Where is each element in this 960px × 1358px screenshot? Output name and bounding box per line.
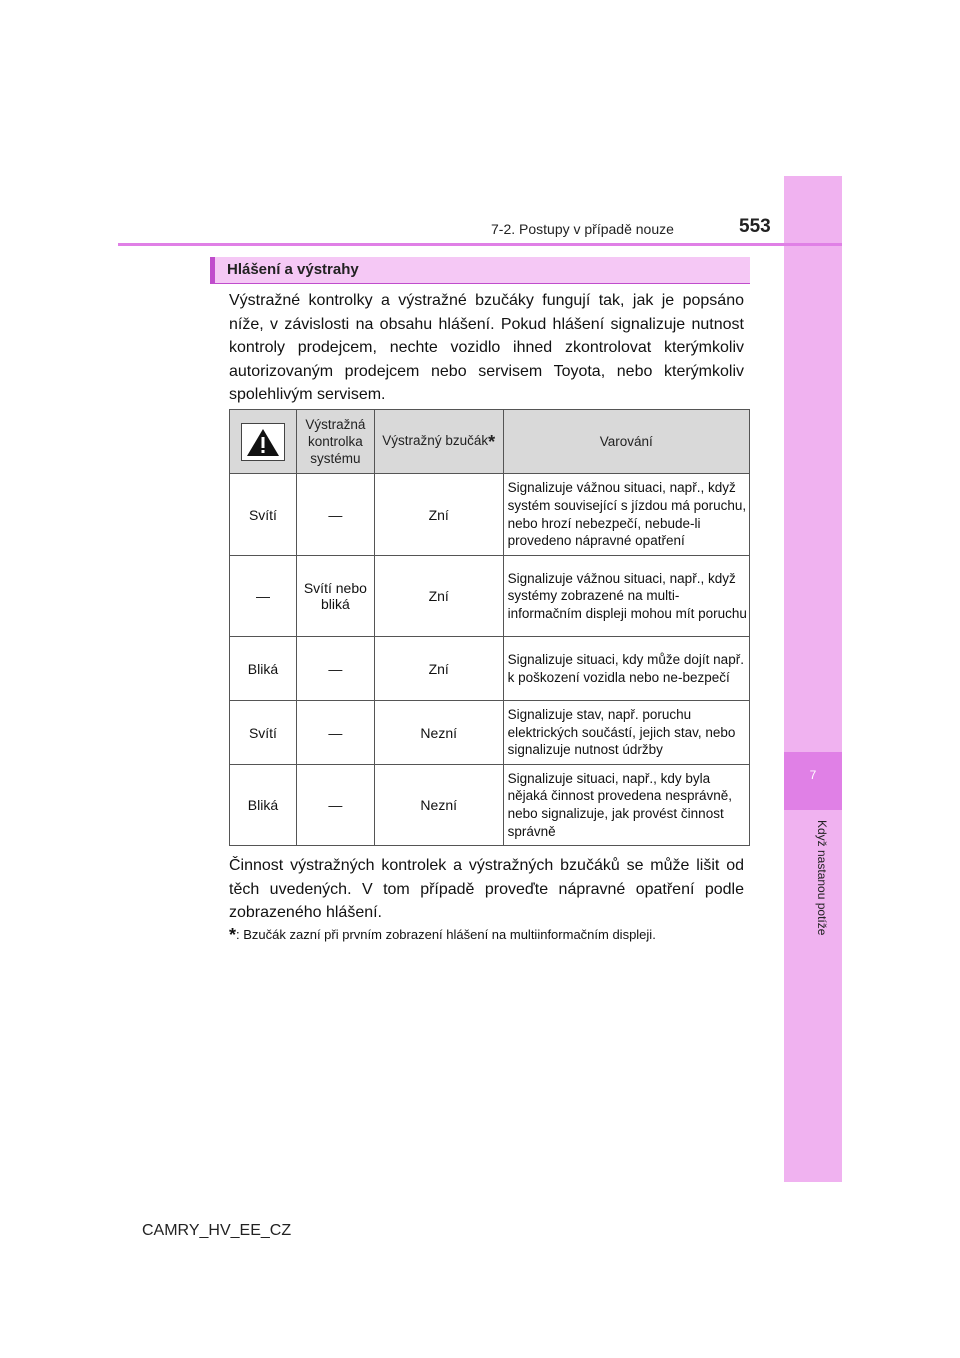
cell-description: Signalizuje vážnou situaci, např., když systém související s jízdou má poruchu, nebo hrozí nebezpečí, nebude-li provedeno nápravné opatření (503, 474, 749, 556)
cell-buzzer: Nezní (374, 701, 503, 765)
table-row (230, 701, 750, 765)
outro-paragraph: Činnost výstražných kontrolek a výstražných bzučáků se může lišit od těch uvedených. V tom případě proveďte nápravné opatření podle zobrazeného hlášení. (229, 857, 744, 921)
cell-description: Signalizuje vážnou situaci, např., když systémy zobrazené na multi-informačním displeji mohou mít poruchu (503, 556, 749, 637)
cell-system-light: — (296, 637, 374, 701)
cell-indicator: Bliká (230, 765, 297, 846)
cell-description: Signalizuje situaci, např., kdy byla nějaká činnost provedena nesprávně, nebo signalizuje, jak provést činnost správně (503, 765, 749, 846)
header-section-title: 7-2. Postupy v případě nouze (491, 221, 674, 237)
cell-description: Signalizuje stav, např. poruchu elektrických součástí, jejich stav, nebo signalizuje nutnost údržby (503, 701, 749, 765)
footnote-mark: * (229, 925, 237, 945)
section-heading-bar (210, 257, 750, 284)
cell-system-light: — (296, 701, 374, 765)
chapter-title: Když nastanou potíže (815, 820, 829, 936)
chapter-side-tab (784, 176, 842, 1182)
header-buzzer-label: Výstražný bzučák (382, 433, 489, 448)
cell-system-light: Svítí nebo bliká (296, 556, 374, 637)
table-row (230, 556, 750, 637)
header-warning: Varování (503, 410, 749, 474)
cell-buzzer: Nezní (374, 765, 503, 846)
cell-indicator: Svítí (230, 701, 297, 765)
chapter-number: 7 (809, 768, 817, 782)
footnote-text: : Bzučák zazní při prvním zobrazení hlášení na multiinformačním displeji. (236, 927, 656, 942)
cell-system-light: — (296, 765, 374, 846)
cell-system-light: — (296, 474, 374, 556)
cell-indicator: — (230, 556, 297, 637)
warning-triangle-icon (241, 423, 285, 461)
footer-code: CAMRY_HV_EE_CZ (142, 1222, 292, 1239)
table-row (230, 637, 750, 701)
page-number: 553 (739, 216, 771, 237)
cell-buzzer: Zní (374, 637, 503, 701)
cell-indicator: Bliká (230, 637, 297, 701)
header-buzzer-mark: * (488, 432, 496, 452)
warning-table (229, 409, 750, 846)
table-row (230, 765, 750, 846)
footnote (229, 925, 769, 946)
header-system-light: Výstražná kontrolka systému (296, 410, 374, 474)
cell-description: Signalizuje situaci, kdy může dojít např. k poškození vozidla nebo ne-bezpečí (503, 637, 749, 701)
table-row (230, 474, 750, 556)
cell-buzzer: Zní (374, 474, 503, 556)
cell-buzzer: Zní (374, 556, 503, 637)
cell-indicator: Svítí (230, 474, 297, 556)
header-rule (118, 243, 842, 246)
header-buzzer (374, 410, 503, 474)
table-header-row (230, 410, 750, 474)
header-icon-cell (230, 410, 297, 474)
intro-paragraph: Výstražné kontrolky a výstražné bzučáky fungují tak, jak je popsáno níže, v závislosti na obsahu hlášení. Pokud hlášení signalizuje nutnost kontroly prodejcem, nechte vozidlo ihned zkontrolovat kterýmkoliv autorizovaným prodejcem nebo servisem Toyota, nebo kterýmkoliv spolehlivým servisem. (229, 292, 744, 403)
section-title: Hlášení a výstrahy (227, 261, 359, 278)
